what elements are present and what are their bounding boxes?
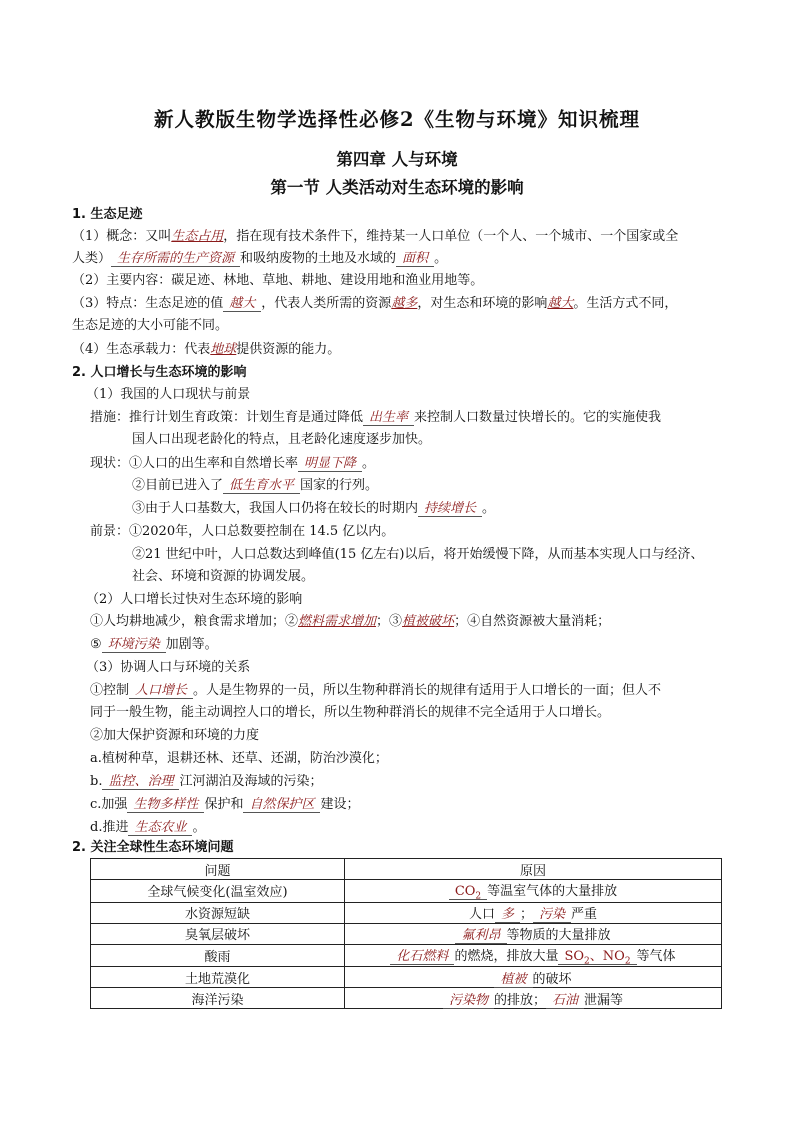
subheading-coordination: （3）协调人口与环境的关系 (86, 660, 251, 675)
answer-blank: 生态农业 (128, 820, 192, 836)
line-item-d: d.推进 生态农业 。 (90, 820, 206, 835)
answer-blank: 越大 (223, 296, 261, 312)
column-header: 原因 (345, 859, 722, 880)
column-header: 问题 (91, 859, 345, 880)
subheading-status: （1）我国的人口现状与前景 (86, 387, 251, 402)
cause-cell: 化石燃料 的燃烧，排放大量 $SO_2$、$NO_2$ 等气体 (345, 944, 722, 967)
table-row (91, 902, 722, 923)
line-item-c: c.加强 生物多样性 保护和 自然保护区 建设； (90, 797, 360, 812)
answer-blank: 生存所需的生产资源 (111, 251, 240, 267)
line-item-b: b. 监控、治理 江河湖泊及海域的污染； (90, 774, 323, 789)
cause-cell: 氟利昂 等物质的大量排放 (345, 923, 722, 944)
line-measure-1: 措施：推行计划生育政策：计划生育是通过降低 出生率 来控制人口数量过快增长的。它的实施使我 (90, 410, 662, 425)
heading-population: 2. 人口增长与生态环境的影响 (72, 365, 247, 380)
cause-cell: 污染物 的排放； 石油 泄漏等 (345, 988, 722, 1009)
section-title: 第一节 人类活动对生态环境的影响 (270, 178, 524, 197)
line-status-3: ③由于人口基数大，我国人口仍将在较长的时期内 持续增长 。 (132, 501, 496, 516)
issue-cell: 酸雨 (91, 944, 345, 967)
answer-blank: 地球 (210, 342, 237, 357)
answer-blank: 人口增长 (129, 683, 193, 699)
line-content: （2）主要内容：碳足迹、林地、草地、耕地、建设用地和渔业用地等。 (72, 273, 484, 288)
cause-cell: 植被 的破坏 (345, 967, 722, 988)
heading-global-issues: 2. 关注全球性生态环境问题 (72, 840, 234, 855)
line-capacity: （4）生态承载力：代表地球提供资源的能力。 (72, 342, 341, 357)
subheading-impact: （2）人口增长过快对生态环境的影响 (86, 592, 303, 607)
line-status-2: ②目前已进入了 低生育水平 国家的行列。 (132, 478, 379, 493)
line-feature-2: 生态足迹的大小可能不同。 (72, 318, 229, 333)
answer-blank: 生物多样性 (127, 797, 204, 813)
table-header-row (91, 859, 722, 880)
answer-blank: 持续增长 (418, 501, 482, 517)
answer-blank: 自然保护区 (243, 797, 320, 813)
line-prospect-2: ②21 世纪中叶，人口总数达到峰值(15 亿左右)以后，将开始缓慢下降，从而基本实现人口与经济、 (132, 547, 704, 562)
answer-blank: 化石燃料 (390, 949, 454, 965)
table-row (91, 967, 722, 988)
line-status-1: 现状：①人口的出生率和自然增长率 明显下降 。 (90, 456, 376, 471)
answer-blank: 多 (495, 907, 520, 923)
answer-blank: 氟利昂 (455, 928, 506, 944)
answer-blank: 出生率 (363, 410, 414, 426)
issue-cell: 海洋污染 (91, 988, 345, 1009)
cause-cell: $CO_2$ 等温室气体的大量排放 (345, 880, 722, 903)
line-concept-2: 人类） 生存所需的生产资源 和吸纳废物的土地及水域的 面积 。 (72, 251, 448, 266)
issue-cell: 土地荒漠化 (91, 967, 345, 988)
answer-blank: 生态占用 (171, 229, 224, 244)
line-prospect-3: 社会、环境和资源的协调发展。 (132, 569, 315, 584)
answer-blank: 越多 (391, 296, 418, 311)
issue-cell: 全球气候变化(温室效应) (91, 880, 345, 903)
cause-cell: 人口 多 ； 污染 严重 (345, 902, 722, 923)
answer-blank: 污染物 (443, 993, 494, 1009)
table-row (91, 923, 722, 944)
answer-blank: 石油 (546, 993, 584, 1009)
answer-blank: 植被破坏 (402, 614, 455, 629)
answer-blank: 低生育水平 (223, 478, 300, 494)
line-feature-1: （3）特点：生态足迹的值 越大 ，代表人类所需的资源越多，对生态和环境的影响越大。生活方式不同， (72, 296, 678, 311)
line-coord-1: ①控制 人口增长 。人是生物界的一员，所以生物种群消长的规律有适用于人口增长的一面；但人不 (90, 683, 662, 698)
table-row (91, 988, 722, 1009)
line-concept-1: （1）概念：又叫生态占用，指在现有技术条件下，维持某一人口单位（一个人、一个城市、一个国家或全 (72, 229, 679, 244)
line-measure-2: 国人口出现老龄化的特点，且老龄化速度逐步加快。 (132, 432, 432, 447)
table-row (91, 944, 722, 967)
answer-blank: 污染 (533, 907, 571, 923)
answer-blank: 明显下降 (298, 456, 362, 472)
chapter-title: 第四章 人与环境 (336, 150, 458, 169)
table-row (91, 880, 722, 903)
line-coord-3: ②加大保护资源和环境的力度 (90, 728, 260, 743)
line-impact-2: ⑤ 环境污染 加剧等。 (90, 637, 218, 652)
line-prospect-1: 前景：①2020年，人口总数要控制在 14.5 亿以内。 (90, 524, 395, 539)
issue-cell: 臭氧层破坏 (91, 923, 345, 944)
line-impact-1: ①人均耕地减少，粮食需求增加；②燃料需求增加；③植被破坏；④自然资源被大量消耗； (90, 614, 611, 629)
issue-cell: 水资源短缺 (91, 902, 345, 923)
answer-blank: 植被 (494, 972, 532, 988)
answer-blank: 环境污染 (102, 637, 166, 653)
answer-blank: 面积 (396, 251, 434, 267)
heading-ecological-footprint: 1. 生态足迹 (72, 207, 143, 222)
answer-blank: 燃料需求增加 (298, 614, 377, 629)
answer-blank: 越大 (547, 296, 574, 311)
answer-blank: 监控、治理 (102, 774, 179, 790)
line-item-a: a.植树种草，退耕还林、还草、还湖，防治沙漠化； (90, 751, 388, 766)
global-issues-table (90, 858, 722, 1009)
document-title: 新人教版生物学选择性必修2《生物与环境》知识梳理 (153, 108, 641, 131)
line-coord-2: 同于一般生物，能主动调控人口的增长，所以生物种群消长的规律不完全适用于人口增长。 (90, 705, 611, 720)
